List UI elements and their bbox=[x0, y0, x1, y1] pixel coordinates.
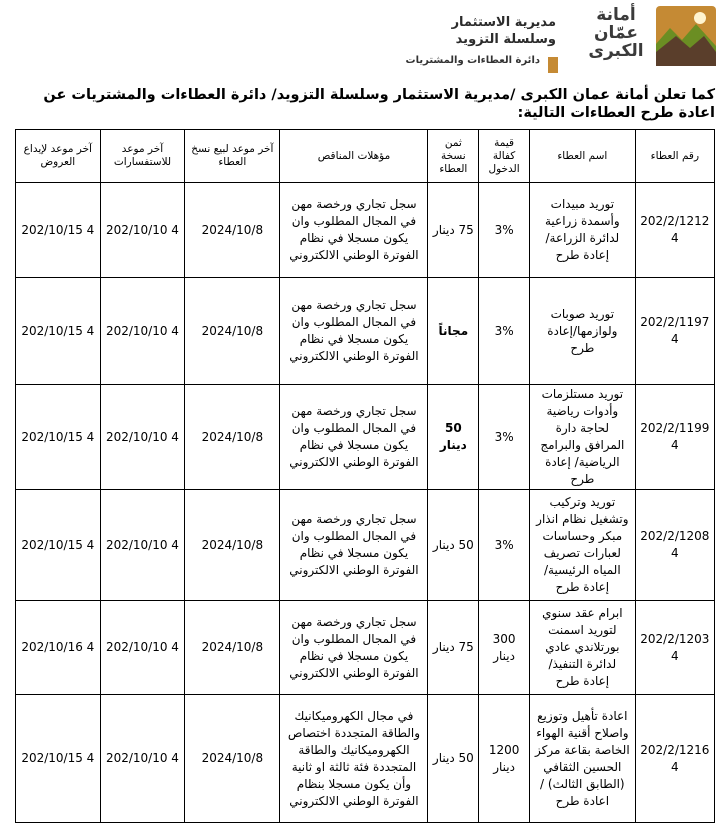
header-guarantee: قيمة كفالة الدخول bbox=[479, 130, 530, 183]
bidder-qualifications: سجل تجاري ورخصة مهن في المجال المطلوب وان يكون مسجلا في نظام الفوترة الوطني الالكتروني bbox=[280, 601, 428, 695]
sale-deadline: 2024/10/8 bbox=[185, 278, 280, 385]
guarantee-value: 3% bbox=[479, 385, 530, 490]
inquiry-deadline: 202/10/10 4 bbox=[100, 695, 185, 823]
copy-price: 75 دينار bbox=[428, 601, 479, 695]
sale-deadline: 2024/10/8 bbox=[185, 183, 280, 278]
department-subtitle: دائرة العطاءات والمشتريات bbox=[405, 55, 540, 66]
guarantee-value: 300 دينار bbox=[479, 601, 530, 695]
copy-price: مجاناً bbox=[428, 278, 479, 385]
sale-deadline: 2024/10/8 bbox=[185, 695, 280, 823]
header-number: رقم العطاء bbox=[635, 130, 714, 183]
department-name: مديرية الاستثمار وسلسلة التزويد bbox=[451, 15, 556, 47]
header-sale-deadline: آخر موعد لبيع نسخ العطاء bbox=[185, 130, 280, 183]
sale-deadline: 2024/10/8 bbox=[185, 385, 280, 490]
guarantee-value: 3% bbox=[479, 490, 530, 601]
tenders-table bbox=[15, 129, 715, 823]
inquiry-deadline: 202/10/10 4 bbox=[100, 278, 185, 385]
table-row bbox=[16, 278, 715, 385]
gam-logo-icon bbox=[656, 6, 716, 66]
submission-deadline: 202/10/15 4 bbox=[16, 183, 101, 278]
table-row bbox=[16, 601, 715, 695]
tender-name: توريد صوبات ولوازمها/إعادة طرح bbox=[529, 278, 635, 385]
tender-number: 202/2/1203 4 bbox=[635, 601, 714, 695]
header-qualifications: مؤهلات المناقص bbox=[280, 130, 428, 183]
logo-wordmark: أمانة عمّان الكبرى bbox=[588, 5, 644, 61]
department-accent-bar bbox=[548, 57, 558, 73]
copy-price: 50 دينار bbox=[428, 385, 479, 490]
tender-name: توريد مستلزمات وأدوات رياضية لحاجة دارة المرافق والبرامج الرياضية/ إعادة طرح bbox=[529, 385, 635, 490]
inquiry-deadline: 202/10/10 4 bbox=[100, 601, 185, 695]
inquiry-deadline: 202/10/10 4 bbox=[100, 490, 185, 601]
sale-deadline: 2024/10/8 bbox=[185, 601, 280, 695]
submission-deadline: 202/10/15 4 bbox=[16, 278, 101, 385]
bidder-qualifications: سجل تجاري ورخصة مهن في المجال المطلوب وان يكون مسجلا في نظام الفوترة الوطني الالكتروني bbox=[280, 183, 428, 278]
tender-number: 202/2/1212 4 bbox=[635, 183, 714, 278]
sale-deadline: 2024/10/8 bbox=[185, 490, 280, 601]
table-row bbox=[16, 695, 715, 823]
guarantee-value: 1200 دينار bbox=[479, 695, 530, 823]
guarantee-value: 3% bbox=[479, 278, 530, 385]
tender-number: 202/2/1197 4 bbox=[635, 278, 714, 385]
bidder-qualifications: في مجال الكهروميكانيك والطاقة المتجددة اختصاص الكهروميكانيك والطاقة المتجددة فئة ثالثة او ثانية وأن يكون مسجلا بنظام الفوترة الوطني الالكتروني bbox=[280, 695, 428, 823]
tender-number: 202/2/1199 4 bbox=[635, 385, 714, 490]
guarantee-value: 3% bbox=[479, 183, 530, 278]
tender-name: توريد وتركيب وتشغيل نظام انذار مبكر وحساسات لعبارات تصريف المياه الرئيسية/ إعادة طرح bbox=[529, 490, 635, 601]
bidder-qualifications: سجل تجاري ورخصة مهن في المجال المطلوب وان يكون مسجلا في نظام الفوترة الوطني الالكتروني bbox=[280, 385, 428, 490]
header-submission-deadline: آخر موعد لإيداع العروض bbox=[16, 130, 101, 183]
table-row bbox=[16, 490, 715, 601]
submission-deadline: 202/10/15 4 bbox=[16, 490, 101, 601]
tender-number: 202/2/1208 4 bbox=[635, 490, 714, 601]
copy-price: 50 دينار bbox=[428, 490, 479, 601]
bidder-qualifications: سجل تجاري ورخصة مهن في المجال المطلوب وان يكون مسجلا في نظام الفوترة الوطني الالكتروني bbox=[280, 490, 428, 601]
submission-deadline: 202/10/15 4 bbox=[16, 385, 101, 490]
copy-price: 50 دينار bbox=[428, 695, 479, 823]
table-row bbox=[16, 183, 715, 278]
tender-number: 202/2/1216 4 bbox=[635, 695, 714, 823]
table-row bbox=[16, 385, 715, 490]
tender-name: ابرام عقد سنوي لتوريد اسمنت بورتلاندي عادي لدائرة التنفيذ/ إعادة طرح bbox=[529, 601, 635, 695]
tender-name: اعادة تأهيل وتوزيع واصلاح أقنية الهواء الخاصة بقاعة مركز الحسين الثقافي (الطابق الثالث) /اعادة طرح bbox=[529, 695, 635, 823]
tender-name: توريد مبيدات وأسمدة زراعية لدائرة الزراعة/ إعادة طرح bbox=[529, 183, 635, 278]
header bbox=[380, 0, 726, 82]
submission-deadline: 202/10/15 4 bbox=[16, 695, 101, 823]
header-price: ثمن نسخة العطاء bbox=[428, 130, 479, 183]
inquiry-deadline: 202/10/10 4 bbox=[100, 183, 185, 278]
table-header-row bbox=[16, 130, 715, 183]
submission-deadline: 202/10/16 4 bbox=[16, 601, 101, 695]
announcement-title: كما تعلن أمانة عمان الكبرى /مديرية الاستثمار وسلسلة التزويد/ دائرة العطاءات والمشتريات عن اعادة طرح العطاءات التالية: bbox=[43, 87, 715, 121]
header-inquiry-deadline: آخر موعد للاستفسارات bbox=[100, 130, 185, 183]
inquiry-deadline: 202/10/10 4 bbox=[100, 385, 185, 490]
copy-price: 75 دينار bbox=[428, 183, 479, 278]
header-name: اسم العطاء bbox=[529, 130, 635, 183]
bidder-qualifications: سجل تجاري ورخصة مهن في المجال المطلوب وان يكون مسجلا في نظام الفوترة الوطني الالكتروني bbox=[280, 278, 428, 385]
